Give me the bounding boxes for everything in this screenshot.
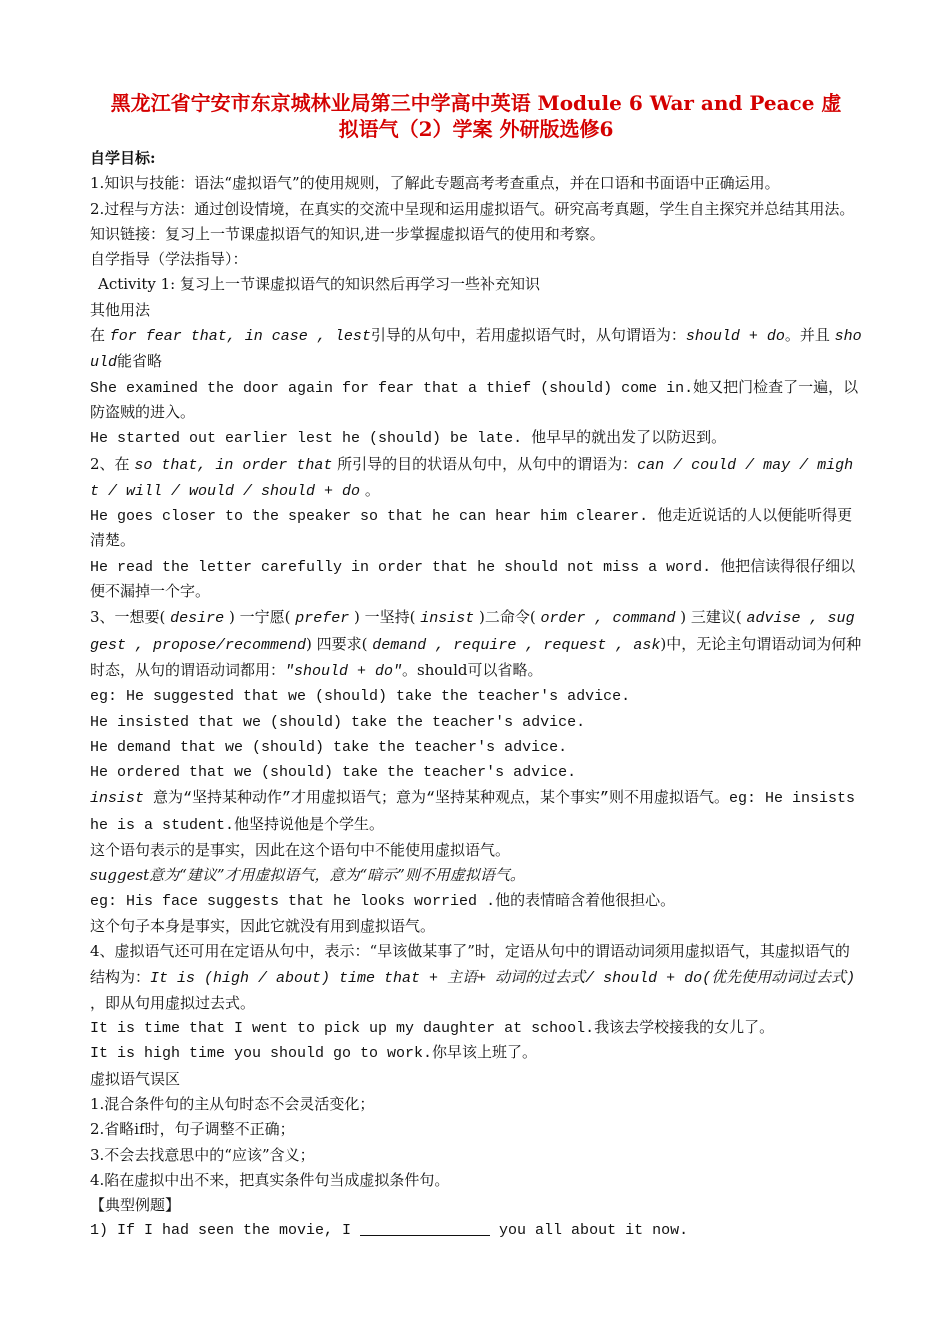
usage-3-example-3: He demand that we (should) take the teacher's advice. (90, 738, 568, 756)
examples-heading: 【典型例题】 (90, 1196, 181, 1215)
conjunctions: for fear that, in case , lest (109, 328, 371, 346)
text: ) 四要求( (306, 634, 373, 653)
verb: advise , suggest , propose/recommend (90, 610, 855, 654)
question-text: you all about it now. (490, 1222, 689, 1240)
text: )二命令( (474, 608, 541, 627)
mistake-2: 2.省略if时，句子调整不正确； (90, 1120, 295, 1139)
conjunctions: so that, in order that (134, 456, 333, 474)
text: 在 (90, 326, 110, 345)
usage-4-example-1: It is time that I went to pick up my daughter at school.我该去学校接我的女儿了。 (90, 1020, 775, 1038)
suggest-note: suggest意为“建议”才用虚拟语气，意为“暗示”则不用虚拟语气。 (90, 866, 525, 885)
text: 2、在 (90, 454, 135, 473)
study-guide: 自学指导（学法指导）： (90, 250, 248, 269)
verb: prefer (295, 610, 350, 628)
text: 。并且 (784, 326, 835, 345)
usage-2-rule (90, 452, 862, 505)
usage-3-example-4: He ordered that we (should) take the teacher's advice. (90, 764, 577, 782)
text: )中，无论主句谓语动词为何种时态，从句的谓语动词都用： (90, 634, 862, 679)
goals-heading: 自学目标: (90, 149, 156, 167)
suggest-example: eg: His face suggests that he looks worried .他的表情暗含着他很担心。 (90, 892, 676, 910)
text: 意为“坚持某种动作”才用虚拟语气；意为“坚持某种观点，某个事实”则不用虚拟语气。eg: He insists he is a student.他坚持说他是个学生。 (90, 790, 856, 834)
usage-2-example-1: He goes closer to the speaker so that he can hear him clearer. 他走近说话的人以便能听得更清楚。 (90, 508, 853, 551)
insist-note (90, 785, 862, 838)
verb: order , command (540, 610, 676, 628)
verb: insist (420, 610, 475, 628)
usage-1-example-2: He started out earlier lest he (should) be late. 他早早的就出发了以防迟到。 (90, 430, 727, 448)
verb: desire (170, 610, 225, 628)
question-text: 1) If I had seen the movie, I (90, 1222, 361, 1240)
usage-2-example-2: He read the letter carefully in order that he should not miss a word. 他把信读得很仔细以便不漏掉一个字。 (90, 558, 856, 602)
mistakes-heading: 虚拟语气误区 (90, 1069, 181, 1088)
title-line-2: 拟语气（2）学案 外研版选修6 (338, 117, 614, 141)
text: 4、虚拟语气还可用在定语从句中，表示：“早该做某事了”时，定语从句中的谓语动词须用虚拟语气，其虚拟语气的结构为： (90, 942, 850, 986)
title-line-1: 黑龙江省宁安市东京城林业局第三中学高中英语 Module 6 War and Peace 虚 (110, 91, 842, 115)
keyword: should (90, 328, 862, 372)
other-usage-heading: 其他用法 (90, 300, 151, 319)
keyword: insist (90, 790, 145, 808)
formula: can / could / may / might / will / would / should + do (90, 456, 854, 500)
usage-1-rule (90, 323, 862, 376)
goal-2: 2.过程与方法：通过创设情境，在真实的交流中呈现和运用虚拟语气。研究高考真题，学生自主探究并总结其用法。 (90, 199, 855, 218)
text: ) 三建议( (675, 608, 747, 627)
knowledge-link: 知识链接：复习上一节课虚拟语气的知识,进一步掌握虚拟语气的使用和考察。 (90, 224, 605, 243)
text: 引导的从句中，若用虚拟语气时，从句谓语为： (370, 326, 686, 345)
mistake-1: 1.混合条件句的主从句时态不会灵活变化； (90, 1094, 375, 1113)
usage-3-example-2: He insisted that we (should) take the teacher's advice. (90, 713, 586, 731)
formula: "should + do" (285, 662, 403, 680)
verb: demand , require , request , ask (372, 636, 661, 654)
text: 。 (360, 480, 380, 499)
insist-fact-note: 这个语句表示的是事实，因此在这个语句中不能使用虚拟语气。 (90, 841, 511, 860)
text: 能省略 (117, 352, 163, 371)
mistake-4: 4.陷在虚拟中出不来，把真实条件句当成虚拟条件句。 (90, 1170, 450, 1189)
example-question-1 (90, 1218, 862, 1243)
usage-4-example-2: It is high time you should go to work.你早该上班了。 (90, 1045, 538, 1063)
usage-1-example-1: She examined the door again for fear that a thief (should) come in.她又把门检查了一遍，以防盗贼的进入。 (90, 379, 859, 422)
text: ) 一宁愿( (224, 608, 296, 627)
usage-3-rule (90, 605, 862, 684)
text: 所引导的目的状语从句中，从句中的谓语为： (332, 454, 638, 473)
formula: should + do (685, 328, 785, 346)
text: ) 一坚持( (349, 608, 421, 627)
formula: It is (high / about) time that + 主语+ 动词的过去式/ should + do(优先使用动词过去式) (150, 969, 856, 987)
suggest-fact-note: 这个句子本身是事实，因此它就没有用到虚拟语气。 (90, 916, 436, 935)
mistake-3: 3.不会去找意思中的“应该”含义； (90, 1145, 315, 1164)
page-title (90, 90, 862, 142)
activity-1: Activity 1: 复习上一节课虚拟语气的知识然后再学习一些补充知识 (98, 275, 540, 294)
text: 。should可以省略。 (402, 660, 543, 679)
text: ，即从句用虚拟过去式。 (90, 993, 256, 1012)
answer-blank[interactable] (360, 1221, 490, 1236)
goal-1: 1.知识与技能：语法“虚拟语气”的使用规则，了解此专题高考考查重点，并在口语和书面语中正确运用。 (90, 174, 780, 193)
usage-3-example-1: eg: He suggested that we (should) take the teacher's advice. (90, 688, 631, 706)
text: 3、一想要( (90, 608, 171, 627)
usage-4-rule (90, 939, 862, 1016)
